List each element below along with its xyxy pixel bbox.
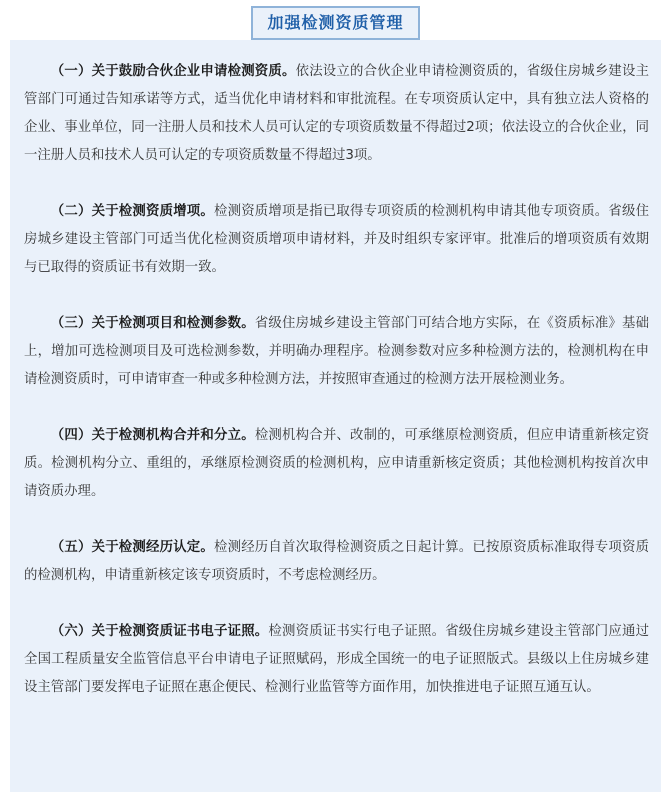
paragraph-3 (24, 310, 649, 394)
paragraph-5-body: 检测经历自首次取得检测资质之日起计算。已按原资质标准取得专项资质的检测机构，申请重新核定该专项资质时，不考虑检测经历。 (24, 540, 649, 583)
paragraph-2-lead: （二）关于检测资质增项。 (50, 204, 214, 219)
content-panel (10, 40, 661, 792)
paragraph-4-body: 检测机构合并、改制的，可承继原检测资质，但应申请重新核定资质。检测机构分立、重组的，承继原检测资质的检测机构，应申请重新核定资质；其他检测机构按首次申请资质办理。 (24, 428, 650, 499)
paragraph-6-body: 检测资质证书实行电子证照。省级住房城乡建设主管部门应通过全国工程质量安全监管信息平台申请电子证照赋码，形成全国统一的电子证照版式。县级以上住房城乡建设主管部门要发挥电子证照在惠企便民、检测行业监管等方面作用，加快推进电子证照互通互认。 (24, 624, 650, 695)
paragraph-4-lead: （四）关于检测机构合并和分立。 (50, 428, 255, 443)
paragraph-5 (24, 534, 649, 590)
paragraph-6-lead: （六）关于检测资质证书电子证照。 (50, 624, 269, 639)
paragraph-1-body: 依法设立的合伙企业申请检测资质的，省级住房城乡建设主管部门可通过告知承诺等方式，适当优化申请材料和审批流程。在专项资质认定中，具有独立法人资格的企业、事业单位，同一注册人员和技术人员可认定的专项资质数量不得超过2项；依法设立的合伙企业，同一注册人员和技术人员可认定的专项资质数量不得超过3项。 (24, 64, 650, 163)
paragraph-1-lead: （一）关于鼓励合伙企业申请检测资质。 (50, 64, 296, 79)
paragraph-3-lead: （三）关于检测项目和检测参数。 (50, 316, 255, 331)
paragraph-2 (24, 198, 649, 282)
section-title: 加强检测资质管理 (251, 6, 419, 40)
title-wrapper (0, 6, 671, 40)
paragraph-3-body: 省级住房城乡建设主管部门可结合地方实际，在《资质标准》基础上，增加可选检测项目及可选检测参数，并明确办理程序。检测参数对应多种检测方法的，检测机构在申请检测资质时，可申请审查一种或多种检测方法，并按照审查通过的检测方法开展检测业务。 (24, 316, 650, 387)
paragraph-1 (24, 58, 649, 170)
paragraph-5-lead: （五）关于检测经历认定。 (50, 540, 214, 555)
paragraph-6 (24, 618, 649, 702)
paragraph-2-body: 检测资质增项是指已取得专项资质的检测机构申请其他专项资质。省级住房城乡建设主管部门可适当优化检测资质增项申请材料，并及时组织专家评审。批准后的增项资质有效期与已取得的资质证书有效期一致。 (24, 204, 649, 275)
paragraph-4 (24, 422, 649, 506)
